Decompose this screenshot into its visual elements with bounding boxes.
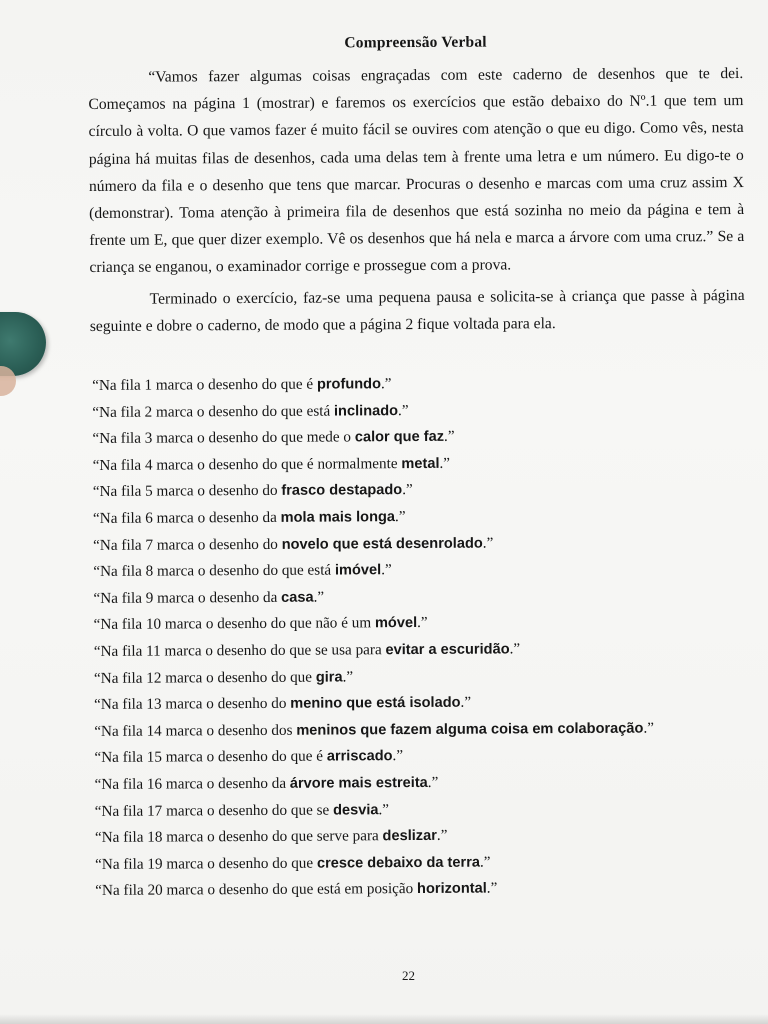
item-closing-quote: .” xyxy=(378,800,390,818)
item-text: “Na fila 7 marca o desenho do xyxy=(93,535,282,554)
item-list xyxy=(90,369,748,905)
list-item xyxy=(93,475,746,506)
item-keyword: casa xyxy=(281,589,314,606)
list-item xyxy=(92,422,745,453)
item-closing-quote: .” xyxy=(313,588,325,606)
list-item xyxy=(93,449,746,480)
item-keyword: imóvel xyxy=(334,562,382,579)
item-text: “Na fila 16 marca o desenho da xyxy=(94,774,290,793)
item-keyword: cresce debaixo da terra xyxy=(316,854,481,872)
item-keyword: horizontal xyxy=(416,880,487,898)
item-keyword: gira xyxy=(315,669,343,686)
list-item xyxy=(95,874,748,905)
item-text: “Na fila 1 marca o desenho do que é xyxy=(92,375,317,395)
item-closing-quote: .” xyxy=(397,401,409,419)
item-keyword: mola mais longa xyxy=(280,509,396,526)
item-text: “Na fila 14 marca o desenho dos xyxy=(94,721,297,740)
item-keyword: metal xyxy=(401,455,440,472)
list-item xyxy=(94,635,747,666)
item-closing-quote: .” xyxy=(643,719,655,737)
page-edge-shadow xyxy=(0,1014,768,1024)
list-item xyxy=(93,502,746,533)
item-closing-quote: .” xyxy=(486,879,498,897)
list-item xyxy=(94,608,747,639)
item-keyword: arriscado xyxy=(326,748,393,765)
item-text: “Na fila 10 marca o desenho do que não é um xyxy=(93,614,375,634)
item-closing-quote: .” xyxy=(342,667,354,686)
item-text: “Na fila 8 marca o desenho do que está xyxy=(93,561,335,581)
item-closing-quote: .” xyxy=(380,375,392,393)
item-closing-quote: .” xyxy=(392,747,404,765)
item-text: “Na fila 2 marca o desenho do que está xyxy=(92,402,335,421)
item-closing-quote: .” xyxy=(417,614,428,632)
list-item xyxy=(92,396,745,427)
item-keyword: meninos que fazem alguma coisa em colaboração xyxy=(296,720,644,739)
item-keyword: deslizar xyxy=(382,828,437,845)
item-text: “Na fila 11 marca o desenho do que se usa para xyxy=(93,641,386,660)
item-keyword: menino que está isolado xyxy=(290,694,461,712)
instruction-paragraph-2: Terminado o exercício, faz-se uma pequena pausa e solicita-se à criança que passe à página seguinte e dobre o caderno, de modo que a página 2 fique voltada para ela. xyxy=(89,286,745,335)
item-text: “Na fila 17 marca o desenho do que se xyxy=(94,801,334,820)
instruction-paragraph-1: “Vamos fazer algumas coisas engraçadas com este caderno de desenhos que te dei. Começamos na página 1 (mostrar) e faremos os exercícios que estão debaixo do Nº.1 que tem um círculo à volta. O que vamos fazer é muito fácil se ouvires com atenção o que eu digo. Como vês, nesta página há muitas filas de desenhos, cada uma delas tem à frente uma letra e um número. Eu digo-te o número da fila e o desenho que tens que marcar. Procuras o desenho e marcas com uma cruz assim X (demonstrar). Toma atenção à primeira fila de desenhos que está sozinha no meio da página e tem à frente um E, que quer dizer exemplo. Vê os desenhos que há nela e marca a árvore com uma cruz.” Se a criança se enganou, o examinador corrige e prossegue com a prova. xyxy=(88,64,745,277)
list-item xyxy=(93,582,746,613)
item-keyword: frasco destapado xyxy=(281,482,403,500)
list-item xyxy=(94,715,747,746)
item-closing-quote: .” xyxy=(482,534,494,552)
item-keyword: calor que faz xyxy=(354,429,445,446)
item-text: “Na fila 13 marca o desenho do xyxy=(94,694,291,714)
item-text: “Na fila 3 marca o desenho do que mede o xyxy=(92,428,355,448)
list-item xyxy=(94,688,747,719)
item-text: “Na fila 19 marca o desenho do que xyxy=(95,854,317,873)
item-text: “Na fila 20 marca o desenho do que está em posição xyxy=(95,880,418,900)
item-closing-quote: .” xyxy=(436,826,448,845)
item-keyword: profundo xyxy=(316,376,382,393)
list-item xyxy=(95,795,748,826)
item-closing-quote: .” xyxy=(427,773,439,791)
list-item xyxy=(95,768,748,799)
item-closing-quote: .” xyxy=(381,561,392,579)
item-text: “Na fila 15 marca o desenho do que é xyxy=(94,747,327,767)
item-text: “Na fila 18 marca o desenho do que serve para xyxy=(94,827,383,847)
list-item xyxy=(93,555,746,586)
item-text: “Na fila 5 marca o desenho do xyxy=(92,482,282,501)
item-text: “Na fila 12 marca o desenho do que xyxy=(93,668,316,687)
item-keyword: árvore mais estreita xyxy=(289,774,428,792)
item-closing-quote: .” xyxy=(443,427,455,446)
list-item xyxy=(93,529,746,560)
item-keyword: desvia xyxy=(333,801,379,819)
item-closing-quote: .” xyxy=(402,481,413,499)
item-keyword: evitar a escuridão xyxy=(385,641,510,659)
item-closing-quote: .” xyxy=(394,508,406,526)
list-item xyxy=(94,741,747,772)
list-item xyxy=(92,369,745,400)
section-title: Compreensão Verbal xyxy=(344,33,487,52)
item-closing-quote: .” xyxy=(439,454,451,472)
item-closing-quote: .” xyxy=(460,693,472,711)
item-text: “Na fila 4 marca o desenho do que é normalmente xyxy=(92,454,402,474)
item-text: “Na fila 9 marca o desenho da xyxy=(93,588,282,607)
item-keyword: móvel xyxy=(374,615,418,632)
list-item xyxy=(94,662,747,693)
list-item xyxy=(95,848,748,879)
item-closing-quote: .” xyxy=(509,640,521,658)
item-text: “Na fila 6 marca o desenho da xyxy=(92,508,281,527)
page-number: 22 xyxy=(402,968,415,983)
item-closing-quote: .” xyxy=(479,853,491,871)
list-item xyxy=(95,821,748,852)
item-keyword: inclinado xyxy=(333,402,399,420)
item-keyword: novelo que está desenrolado xyxy=(281,535,483,553)
page-content xyxy=(88,26,748,905)
